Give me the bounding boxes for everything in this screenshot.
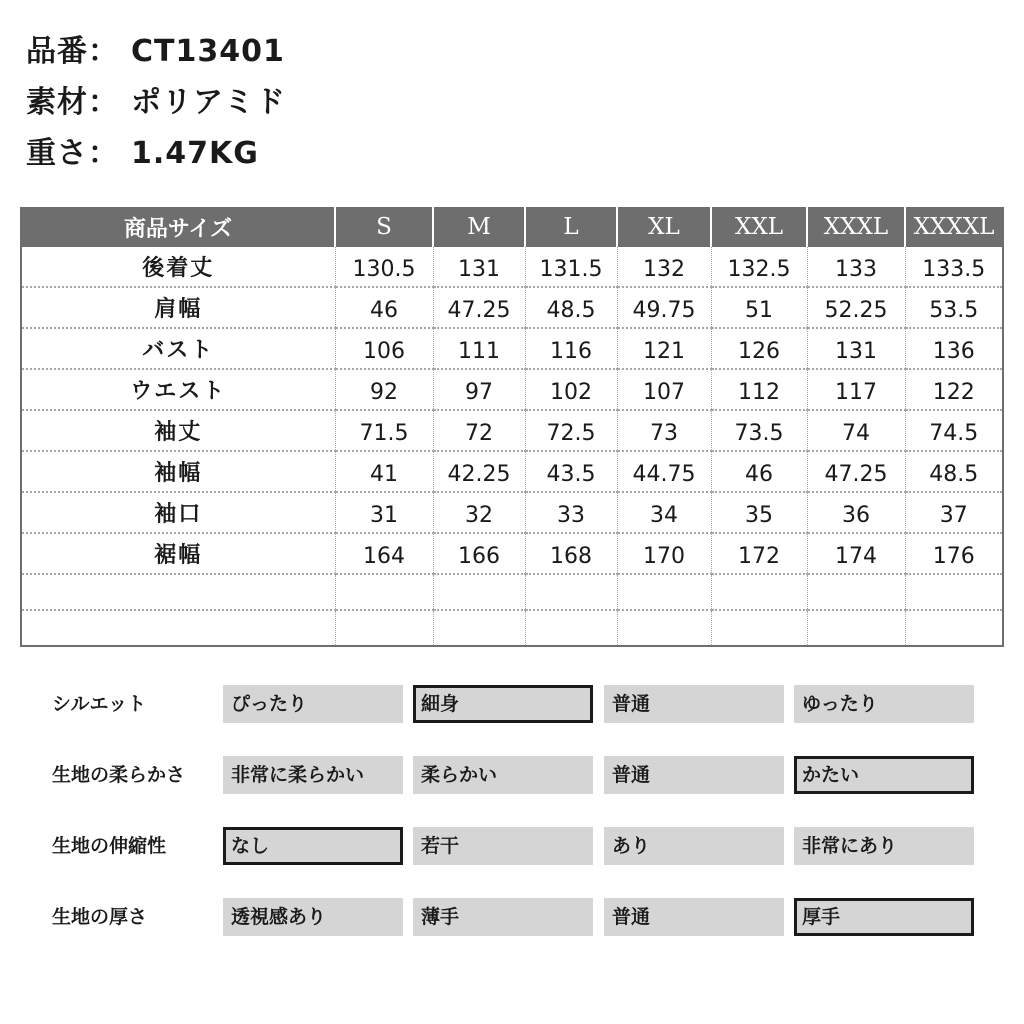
cell-value: 33 xyxy=(525,492,617,533)
cell-value: 170 xyxy=(617,533,711,574)
cell-value: 164 xyxy=(335,533,433,574)
header-size-xxxxl: XXXXL xyxy=(905,207,1003,247)
weight-line xyxy=(26,128,286,179)
header-size-xxxl: XXXL xyxy=(807,207,905,247)
cell-value: 131 xyxy=(807,328,905,369)
empty-cell xyxy=(617,610,711,646)
cell-value: 168 xyxy=(525,533,617,574)
attribute-option: ぴったり xyxy=(223,685,403,723)
cell-value: 107 xyxy=(617,369,711,410)
attribute-row xyxy=(52,827,982,898)
attribute-option: 柔らかい xyxy=(413,756,593,794)
cell-value: 132 xyxy=(617,247,711,287)
attribute-option-selected: 細身 xyxy=(413,685,593,723)
row-label: 袖口 xyxy=(21,492,335,533)
cell-value: 52.25 xyxy=(807,287,905,328)
header-size-l: L xyxy=(525,207,617,247)
empty-cell xyxy=(335,574,433,610)
cell-value: 176 xyxy=(905,533,1003,574)
attribute-option: あり xyxy=(604,827,784,865)
attribute-label: 生地の厚さ xyxy=(52,906,148,928)
empty-cell xyxy=(807,574,905,610)
empty-cell xyxy=(525,574,617,610)
attribute-option-selected: 厚手 xyxy=(794,898,974,936)
product-code-value: CT13401 xyxy=(131,34,285,69)
row-label: ウエスト xyxy=(21,369,335,410)
attribute-option: 普通 xyxy=(604,898,784,936)
attribute-option-selected: なし xyxy=(223,827,403,865)
cell-value: 121 xyxy=(617,328,711,369)
cell-value: 126 xyxy=(711,328,807,369)
cell-value: 36 xyxy=(807,492,905,533)
cell-value: 73.5 xyxy=(711,410,807,451)
attribute-row xyxy=(52,898,982,969)
cell-value: 74 xyxy=(807,410,905,451)
header-size-xxl: XXL xyxy=(711,207,807,247)
empty-cell xyxy=(525,610,617,646)
cell-value: 32 xyxy=(433,492,525,533)
cell-value: 166 xyxy=(433,533,525,574)
cell-value: 174 xyxy=(807,533,905,574)
header-size-xl: XL xyxy=(617,207,711,247)
header-size-s: S xyxy=(335,207,433,247)
table-row xyxy=(21,287,1003,328)
attribute-option: 普通 xyxy=(604,685,784,723)
attribute-row xyxy=(52,756,982,827)
cell-value: 106 xyxy=(335,328,433,369)
cell-value: 71.5 xyxy=(335,410,433,451)
cell-value: 47.25 xyxy=(807,451,905,492)
table-row xyxy=(21,247,1003,287)
cell-value: 122 xyxy=(905,369,1003,410)
cell-value: 116 xyxy=(525,328,617,369)
empty-cell xyxy=(433,610,525,646)
cell-value: 72.5 xyxy=(525,410,617,451)
attribute-option: 非常にあり xyxy=(794,827,974,865)
attribute-option: ゆったり xyxy=(794,685,974,723)
cell-value: 46 xyxy=(711,451,807,492)
attribute-label: 生地の柔らかさ xyxy=(52,764,186,786)
cell-value: 41 xyxy=(335,451,433,492)
attribute-label: 生地の伸縮性 xyxy=(52,835,167,857)
cell-value: 48.5 xyxy=(525,287,617,328)
weight-label: 重さ： xyxy=(26,136,119,171)
attribute-option: 薄手 xyxy=(413,898,593,936)
cell-value: 73 xyxy=(617,410,711,451)
empty-cell xyxy=(617,574,711,610)
attribute-option: 透視感あり xyxy=(223,898,403,936)
cell-value: 43.5 xyxy=(525,451,617,492)
material-value: ポリアミド xyxy=(131,85,286,120)
cell-value: 37 xyxy=(905,492,1003,533)
cell-value: 47.25 xyxy=(433,287,525,328)
cell-value: 117 xyxy=(807,369,905,410)
row-label: 袖丈 xyxy=(21,410,335,451)
cell-value: 131 xyxy=(433,247,525,287)
attribute-option-selected: かたい xyxy=(794,756,974,794)
cell-value: 46 xyxy=(335,287,433,328)
empty-cell xyxy=(905,610,1003,646)
table-row xyxy=(21,369,1003,410)
table-row xyxy=(21,533,1003,574)
table-row xyxy=(21,492,1003,533)
weight-value: 1.47KG xyxy=(131,136,259,171)
empty-cell xyxy=(807,610,905,646)
attribute-label: シルエット xyxy=(52,693,147,715)
cell-value: 111 xyxy=(433,328,525,369)
row-label: バスト xyxy=(21,328,335,369)
cell-value: 51 xyxy=(711,287,807,328)
product-code-line xyxy=(26,26,286,77)
header-size-m: M xyxy=(433,207,525,247)
product-info xyxy=(26,26,286,179)
empty-cell xyxy=(21,610,335,646)
cell-value: 42.25 xyxy=(433,451,525,492)
row-label: 肩幅 xyxy=(21,287,335,328)
table-row xyxy=(21,410,1003,451)
header-size-label: 商品サイズ xyxy=(21,207,335,247)
cell-value: 133 xyxy=(807,247,905,287)
cell-value: 172 xyxy=(711,533,807,574)
cell-value: 44.75 xyxy=(617,451,711,492)
cell-value: 97 xyxy=(433,369,525,410)
table-row xyxy=(21,328,1003,369)
cell-value: 31 xyxy=(335,492,433,533)
cell-value: 131.5 xyxy=(525,247,617,287)
attribute-option: 非常に柔らかい xyxy=(223,756,403,794)
cell-value: 53.5 xyxy=(905,287,1003,328)
empty-cell xyxy=(21,574,335,610)
attribute-option: 普通 xyxy=(604,756,784,794)
cell-value: 136 xyxy=(905,328,1003,369)
material-line xyxy=(26,77,286,128)
attribute-option: 若干 xyxy=(413,827,593,865)
empty-row xyxy=(21,610,1003,646)
cell-value: 49.75 xyxy=(617,287,711,328)
attribute-row xyxy=(52,685,982,756)
product-code-label: 品番： xyxy=(26,34,119,69)
cell-value: 132.5 xyxy=(711,247,807,287)
fabric-attributes xyxy=(52,685,982,969)
cell-value: 133.5 xyxy=(905,247,1003,287)
empty-cell xyxy=(711,574,807,610)
cell-value: 102 xyxy=(525,369,617,410)
cell-value: 74.5 xyxy=(905,410,1003,451)
empty-cell xyxy=(711,610,807,646)
size-table xyxy=(20,207,1004,647)
empty-cell xyxy=(433,574,525,610)
size-table-header xyxy=(21,207,1003,247)
row-label: 袖幅 xyxy=(21,451,335,492)
row-label: 後着丈 xyxy=(21,247,335,287)
cell-value: 72 xyxy=(433,410,525,451)
empty-row xyxy=(21,574,1003,610)
empty-cell xyxy=(335,610,433,646)
table-row xyxy=(21,451,1003,492)
cell-value: 48.5 xyxy=(905,451,1003,492)
cell-value: 130.5 xyxy=(335,247,433,287)
material-label: 素材： xyxy=(26,85,119,120)
cell-value: 92 xyxy=(335,369,433,410)
empty-cell xyxy=(905,574,1003,610)
cell-value: 34 xyxy=(617,492,711,533)
cell-value: 112 xyxy=(711,369,807,410)
row-label: 裾幅 xyxy=(21,533,335,574)
cell-value: 35 xyxy=(711,492,807,533)
